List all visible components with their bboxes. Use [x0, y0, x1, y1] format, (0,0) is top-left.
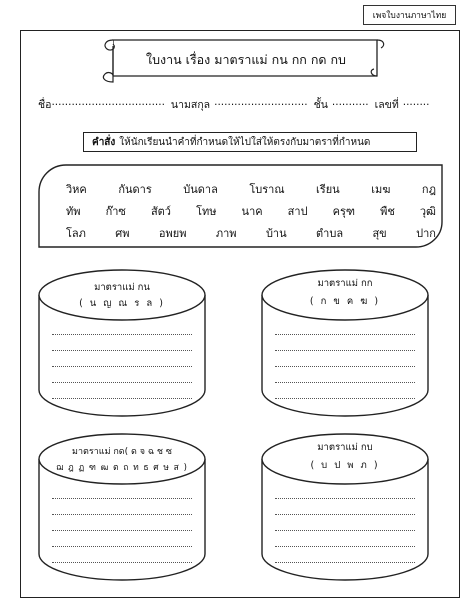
student-info-row — [38, 96, 448, 113]
surname-label: นามสกุล — [170, 99, 211, 111]
instruction-text: ให้นักเรียนนำคำที่กำหนดให้ไปใส่ให้ตรงกับมาตราที่กำหนด — [119, 136, 371, 148]
answer-line[interactable] — [275, 562, 415, 563]
answer-line[interactable] — [275, 546, 415, 547]
word-item: โลภ — [66, 227, 86, 240]
barrel-kok-letters: ( ก ข ค ฆ ) — [309, 296, 381, 307]
word-row-1 — [66, 180, 436, 198]
answer-line[interactable] — [275, 366, 415, 367]
word-item: เรียน — [316, 183, 340, 196]
answer-line[interactable] — [275, 382, 415, 383]
word-item: ตำบล — [316, 227, 344, 240]
barrel-kob-title: มาตราแม่ กบ — [317, 442, 373, 453]
answer-line[interactable] — [275, 350, 415, 351]
word-item: โบราณ — [249, 183, 285, 196]
barrel-kon-letters: ( น ญ ณ ร ล ) — [79, 298, 165, 309]
instruction-box — [83, 132, 417, 152]
grade-label: ชั้น — [313, 99, 328, 111]
word-item: บ้าน — [265, 227, 287, 240]
word-item: บันดาล — [183, 183, 218, 196]
answer-line[interactable] — [275, 498, 415, 499]
word-item: ปาก — [416, 227, 436, 240]
answer-line[interactable] — [275, 530, 415, 531]
word-row-3 — [66, 224, 436, 242]
answer-line[interactable] — [52, 334, 192, 335]
answer-line[interactable] — [275, 398, 415, 399]
answer-line[interactable] — [52, 562, 192, 563]
word-row-2 — [66, 202, 436, 220]
answer-line[interactable] — [52, 514, 192, 515]
page-tag: เพจใบงานภาษาไทย — [363, 5, 456, 25]
barrel-kob-letters: ( บ ป พ ภ ) — [310, 460, 380, 471]
word-item: โทษ — [196, 205, 217, 218]
word-item: พืช — [380, 205, 395, 218]
answer-line[interactable] — [52, 498, 192, 499]
surname-blank[interactable]: ............................ — [214, 96, 308, 108]
answer-line[interactable] — [52, 366, 192, 367]
barrel-kod — [37, 432, 207, 582]
instruction-label: คำสั่ง — [92, 136, 116, 148]
answer-line[interactable] — [52, 382, 192, 383]
word-item: สุข — [372, 227, 387, 240]
answer-line[interactable] — [52, 398, 192, 399]
barrel-kod-letters-2: ฌ ฎ ฏ ฑ ฒ ต ถ ท ธ ศ ษ ส ) — [56, 463, 188, 473]
name-label: ชื่อ — [38, 99, 52, 111]
word-item: นาค — [241, 205, 263, 218]
word-item: กฎ — [421, 183, 436, 196]
word-item: กันดาร — [118, 183, 152, 196]
barrel-kon-title: มาตราแม่ กน — [94, 282, 150, 293]
barrel-kok-title: มาตราแม่ กก — [317, 278, 373, 289]
word-item: สัตว์ — [150, 205, 171, 218]
word-item: สาป — [287, 205, 308, 218]
barrel-kon — [37, 268, 207, 418]
title-banner — [95, 36, 385, 86]
word-bank — [38, 164, 443, 248]
word-item: ภาพ — [215, 227, 237, 240]
barrel-kob — [260, 432, 430, 582]
word-item: ศพ — [115, 227, 130, 240]
barrel-kok — [260, 268, 430, 418]
word-item: วิหค — [66, 183, 87, 196]
barrel-kod-title — [37, 444, 207, 458]
answer-line[interactable] — [52, 350, 192, 351]
word-item: เมฆ — [371, 183, 391, 196]
word-item: ครุฑ — [332, 205, 356, 218]
grade-blank[interactable]: ........... — [331, 96, 369, 108]
answer-line[interactable] — [52, 546, 192, 547]
answer-line[interactable] — [275, 514, 415, 515]
word-item: วุฒิ — [419, 205, 436, 218]
barrel-kod-letters-1: ( ด จ ฉ ช ซ — [124, 447, 172, 457]
number-label: เลขที่ — [374, 99, 399, 111]
word-item: ทัพ — [66, 205, 81, 218]
answer-line[interactable] — [52, 530, 192, 531]
number-blank[interactable]: ........ — [402, 96, 430, 108]
word-item: ก๊าซ — [105, 205, 126, 218]
page-title: ใบงาน เรื่อง มาตราแม่ กน กก กด กบ — [146, 52, 346, 67]
word-item: อพยพ — [158, 227, 187, 240]
answer-line[interactable] — [275, 334, 415, 335]
name-blank[interactable]: .................................. — [51, 96, 165, 108]
barrel-kod-title-text: มาตราแม่ กด — [72, 447, 125, 457]
